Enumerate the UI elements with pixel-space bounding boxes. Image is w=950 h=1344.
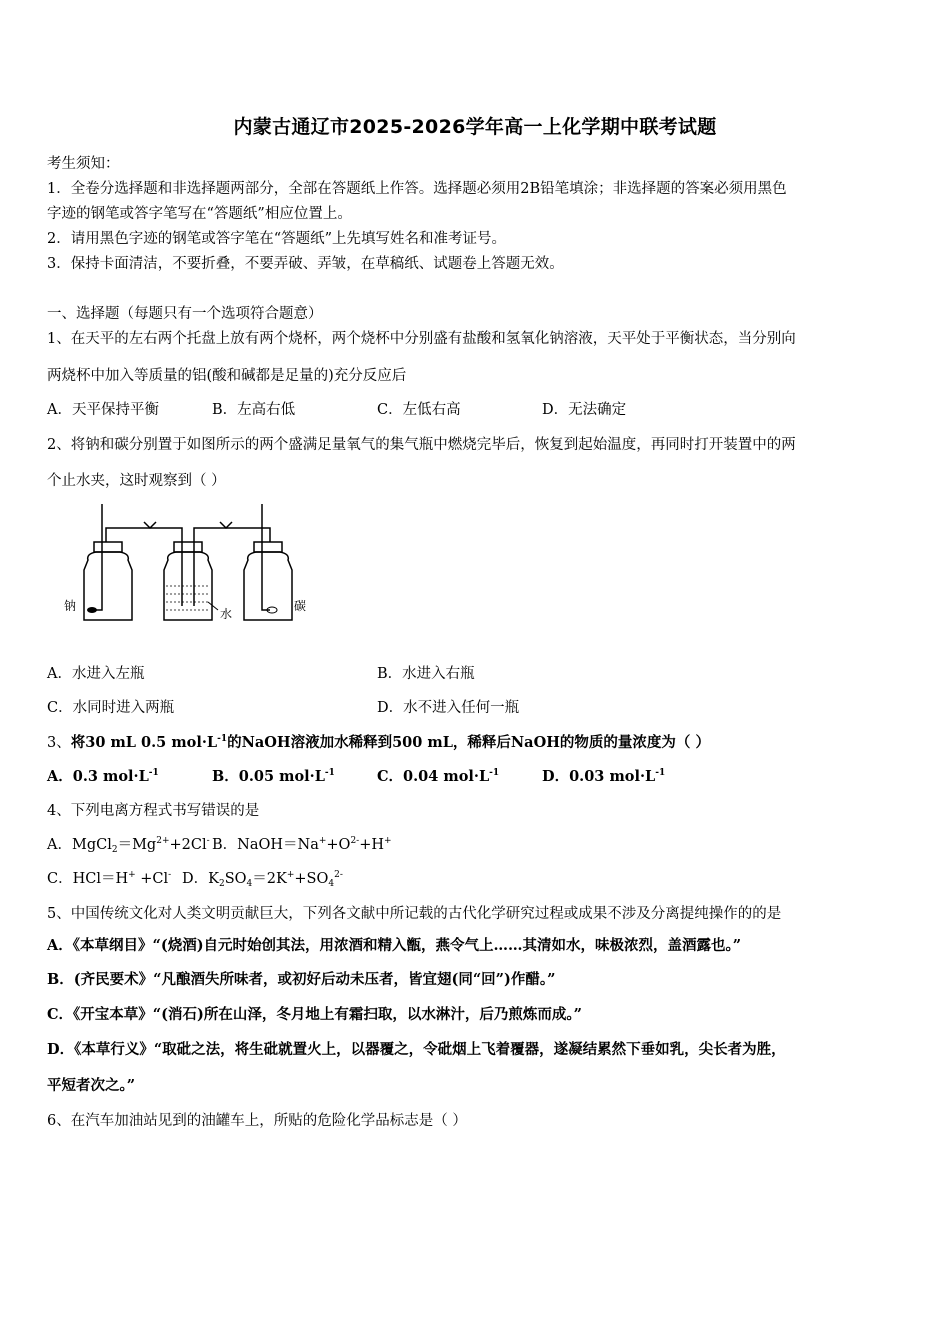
notice-item-2: 2．请用黑色字迹的钢笔或答字笔在“答题纸”上先填写姓名和准考证号。 xyxy=(47,231,507,247)
q4-option-d: D．$K_2SO_4=2K^++SO_4^{2-}$ xyxy=(182,870,343,889)
q2-stem-line1: 2、将钠和碳分别置于如图所示的两个盛满足量氧气的集气瓶中燃烧完毕后，恢复到起始温度，再同时打开装置中的两 xyxy=(47,437,796,453)
q2-option-a: A．水进入左瓶 xyxy=(47,666,145,682)
sodium-sample xyxy=(87,607,97,613)
q5-option-b: B．(齐民要术》“凡酿酒失所味者，或初好后动未压者，皆宜翅(同“回”)作醋。” xyxy=(47,971,556,988)
q3-option-b: B．0.05 $mol\cdot L^{-1}$ xyxy=(212,768,335,785)
left-spoon-rod xyxy=(94,504,102,610)
q5-option-a: A．《本草纲目》“(烧酒)自元时始创其法，用浓酒和精入甑，燕令气上……其清如水，味极浓烈，盖酒露也。” xyxy=(47,937,742,954)
q1-option-c: C．左低右高 xyxy=(377,402,461,418)
q2-option-c: C．水同时进入两瓶 xyxy=(47,700,175,716)
gas-bottle-apparatus-diagram xyxy=(58,498,318,628)
q3-stem: 3、将30 mL 0.5 $mol\cdot L^{-1}$的NaOH溶液加水稀释到500 mL，稀释后NaOH的物质的量浓度为（ ） xyxy=(47,734,710,751)
q4-option-c: C．HCl＝H+ +Cl- xyxy=(47,870,172,887)
q2-option-b: B．水进入右瓶 xyxy=(377,666,475,682)
right-spoon-rod xyxy=(262,504,270,610)
notice-heading: 考生须知： xyxy=(47,156,120,172)
q1-stem-line2: 两烧杯中加入等质量的铝(酸和碱都是足量的)充分反应后 xyxy=(47,368,407,384)
label-carbon: 碳 xyxy=(294,599,307,613)
q1-stem-line1: 1、在天平的左右两个托盘上放有两个烧杯，两个烧杯中分别盛有盐酸和氢氧化钠溶液，天平处于平衡状态，当分别向 xyxy=(47,331,796,347)
left-clamp xyxy=(144,522,156,528)
notice-item-1b: 字迹的钢笔或答字笔写在“答题纸”相应位置上。 xyxy=(47,206,352,222)
notice-item-1a: 1．全卷分选择题和非选择题两部分，全部在答题纸上作答。选择题必须用2B铅笔填涂；非选择题的答案必须用黑色 xyxy=(47,181,787,197)
q1-option-a: A．天平保持平衡 xyxy=(47,402,159,418)
q4-stem: 4、下列电离方程式书写错误的是 xyxy=(47,803,260,819)
q6-stem: 6、在汽车加油站见到的油罐车上，所贴的危险化学品标志是（ ） xyxy=(47,1113,467,1129)
right-connecting-tube xyxy=(194,528,270,606)
q1-option-d: D．无法确定 xyxy=(542,402,627,418)
q4-option-b: B．$NaOH=Na^++O^{2-}+H^+$ xyxy=(212,836,392,853)
label-sodium: 钠 xyxy=(64,599,77,613)
q5-stem: 5、中国传统文化对人类文明贡献巨大，下列各文献中所记载的古代化学研究过程或成果不涉及分离提纯操作的的是 xyxy=(47,906,782,922)
q5-option-d-line2: 平短者次之。” xyxy=(47,1077,136,1094)
right-stopper xyxy=(254,542,282,552)
left-stopper xyxy=(94,542,122,552)
page-title: 内蒙古通辽市2025-2026学年高一上化学期中联考试题 xyxy=(233,116,717,138)
q3-option-a: A．0.3 $mol\cdot L^{-1}$ xyxy=(47,768,159,785)
q2-option-d: D．水不进入任何一瓶 xyxy=(377,700,520,716)
q1-option-b: B．左高右低 xyxy=(212,402,296,418)
q3-option-c: C．0.04 $mol\cdot L^{-1}$ xyxy=(377,768,500,785)
q4-option-a: A．$MgCl_2=Mg^{2+}+2Cl^-$ xyxy=(47,836,210,855)
section-heading: 一、选择题（每题只有一个选项符合题意） xyxy=(47,306,323,322)
q3-option-d: D．0.03 $mol\cdot L^{-1}$ xyxy=(542,768,666,785)
middle-stopper xyxy=(174,542,202,552)
right-clamp xyxy=(220,522,232,528)
label-water: 水 xyxy=(220,607,233,621)
q5-option-c: C．《开宝本草》“(消石)所在山泽，冬月地上有霜扫取，以水淋汁，后乃煎炼而成。” xyxy=(47,1006,582,1023)
notice-item-3: 3．保持卡面清洁，不要折叠，不要弄破、弄皱，在草稿纸、试题卷上答题无效。 xyxy=(47,256,564,272)
q2-stem-line2: 个止水夹，这时观察到（ ） xyxy=(47,473,226,489)
q5-option-d-line1: D．《本草行义》“取砒之法，将生砒就置火上，以器覆之，令砒烟上飞着覆器，遂凝结累然下垂如乳，尖长者为胜， xyxy=(47,1041,786,1058)
